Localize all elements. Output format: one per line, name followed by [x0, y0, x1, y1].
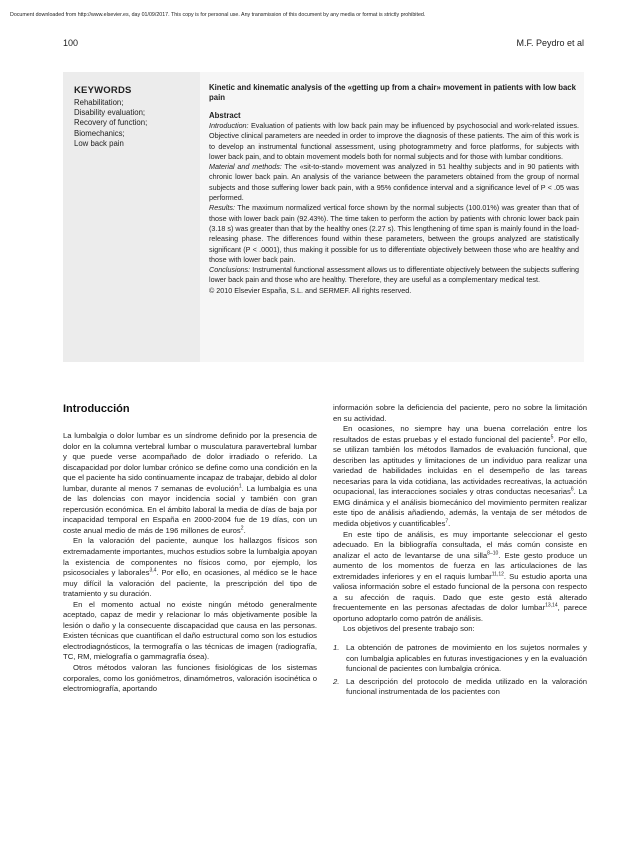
keywords-list — [74, 98, 200, 149]
paragraph — [63, 536, 317, 599]
citation: 7 — [445, 518, 449, 525]
paragraph — [333, 424, 587, 529]
list-item — [333, 643, 587, 675]
list-text: La descripción del protocolo de medida utilizado en la valoración funcional instrumentada de los pacientes con — [346, 676, 587, 697]
keyword-item: Recovery of function; — [74, 118, 148, 128]
keyword-item: Disability evaluation; — [74, 108, 146, 118]
right-column — [333, 403, 587, 698]
methods-label: Material and methods: — [209, 162, 282, 172]
keywords-title: KEYWORDS — [74, 85, 132, 96]
list-number: 1. — [333, 643, 340, 653]
results-label: Results: — [209, 203, 235, 213]
paragraph: información sobre la deficiencia del paciente, pero no sobre la limitación en su actividad. — [333, 403, 587, 423]
text-run: . Por ello, se utilizan también los métodos llamados de evaluación funcional, que describen las aptitudes y limitaciones de un individuo para realizar una variedad de habilidades incluidas en el desempeño de las tareas necesarias para la vida cotidiana, las actividades recreativas, la actuación ocupacional, las interacciones sociales y otras conductas necesarias — [333, 434, 587, 497]
page-number: 100 — [63, 38, 79, 48]
abstract-panel — [200, 72, 584, 362]
text-run: , parece oportuno adoptarlo como patrón de análisis. — [333, 603, 587, 623]
abstract-conclusions — [209, 265, 579, 286]
text-run: La lumbalgia o dolor lumbar es un síndrome definido por la presencia de dolor en la columna vertebral lumbar o musculatura paravertebral lumbar y que puede verse acompañado de dolor irradiado o referido. La discapacidad por dolor lumbar crónico se define como una condición en la que el paciente ha sido continuamente incapaz de trabajar, debido al dolor lumbar, durante al menos 7 semanas de evolución — [63, 431, 317, 493]
running-authors: M.F. Peydro et al — [516, 38, 584, 48]
paragraph — [333, 530, 587, 625]
citation: 6 — [570, 486, 574, 493]
conclusions-text: Instrumental functional assessment allows us to differentiate objectively between the subjects suffering lower back pain and those who are healthy. Therefore, they are useful as a complementary medical test. — [209, 265, 579, 285]
text-run: En la valoración del paciente, aunque los hallazgos físicos son extremadamente importantes, muchos estudios sobre la lumbalgia apoyan la existencia de componentes no físicos como, por ejemplo, los psicosociales y laborales — [63, 536, 317, 578]
citation: 3,4 — [149, 567, 157, 574]
left-column — [63, 403, 317, 695]
abstract-heading: Abstract — [209, 111, 241, 120]
citation: 11,12 — [491, 571, 504, 578]
text-run: . Por ello, en ocasiones, al médico se le hace muy difícil la valoración del paciente, la prescripción del tipo de tratamiento y su duración. — [63, 568, 317, 599]
paragraph — [63, 431, 317, 536]
text-run: . — [448, 519, 451, 529]
paragraph: En el momento actual no existe ningún método generalmente aceptado, capaz de medir y relacionar lo más objetivamente posible la lesión o daño y la consecuente discapacidad que causa en las personas. Existen técnicas que cuantifican el daño estructural como son los estudios electrodiagnósticos, la termografía o las técnicas de imagen (radiografía, TC, RM, mielografía o gammagrafía ósea). — [63, 599, 317, 662]
list-item — [333, 677, 587, 698]
list-number: 2. — [333, 676, 340, 686]
keyword-item: Low back pain — [74, 138, 124, 148]
citation: 8–10 — [487, 550, 499, 557]
citation: 2 — [240, 525, 244, 532]
introduction-text: Evaluation of patients with low back pain may be influenced by psychosocial and work-related issues. Objective clinical parameters are needed in order to improve the diagnosis of these patients. The aim of this work is to develop an instrumental functional assessment, using photogrammetry and force platforms, for subjects with lower back pain, and to obtain movement models both for normal subjects and for those with lumbar conditions. — [209, 121, 579, 161]
english-title: Kinetic and kinematic analysis of the «getting up from a chair» movement in patients with low back pain — [209, 83, 576, 102]
text-run: En ocasiones, no siempre hay una buena correlación entre los resultados de estas pruebas y el estado funcional del paciente — [333, 424, 587, 444]
download-notice: Document downloaded from http://www.elsevier.es, day 01/09/2017. This copy is for personal use. Any transmission of this document by any media or format is strictly prohibited. — [10, 12, 426, 18]
list-text: La obtención de patrones de movimiento en los sujetos normales y con lumbalgia aplicables en futuras investigaciones y en la evaluación funcional de pacientes con lumbalgia crónica. — [346, 643, 587, 674]
section-title: Introducción — [63, 403, 130, 415]
citation: 13,14 — [545, 602, 558, 609]
citation: 5 — [550, 434, 554, 441]
abstract-box — [63, 72, 584, 362]
text-run: En este tipo de análisis, es muy importante seleccionar el gesto adecuado. En la bibliografía consultada, el más común consiste en analizar el acto de levantarse de una silla — [333, 529, 587, 560]
paragraph: Los objetivos del presente trabajo son: — [343, 624, 475, 634]
objectives-list — [333, 643, 587, 698]
conclusions-label: Conclusions: — [209, 265, 251, 275]
results-text: The maximum normalized vertical force shown by the normal subjects (100.01%) was greater than that of those with lower back pain (92.43%). The time taken to perform the action by patients with chronic lower back pain (3.18 s) was greater than that by the healthy ones (2.27 s). This lengthening of time span is mainly found in the load-releasing phase. The differences found within these parameters, between the groups analyzed are statistically significant (P < .0001), thus making it possible for us to differentiate objectively between those who are healthy and those with lower back pain. — [209, 203, 579, 264]
keyword-item: Biomechanics; — [74, 128, 125, 138]
paragraph: Otros métodos valoran las funciones fisiológicas de los sistemas corporales, como los goniómetros, dinamómetros, valoración isocinética o electromiografía, aportando — [63, 663, 317, 694]
copyright-line: © 2010 Elsevier España, S.L. and SERMEF. All rights reserved. — [209, 285, 412, 295]
introduction-label: Introduction: — [209, 121, 249, 130]
abstract-introduction — [209, 121, 579, 162]
abstract-methods — [209, 162, 579, 203]
text-run: . Su estudio aporta una valiosa información sobre el estado funcional de la persona con respecto a su afección de raquis. Dado que este gesto está alterado frecuentemente en las personas afectadas de dolor lumbar — [333, 571, 587, 613]
abstract-results — [209, 203, 579, 265]
keyword-item: Rehabilitation; — [74, 98, 124, 107]
text-run: . Este gesto produce un aumento de los momentos de fuerza en las articulaciones de las extremidades inferiores y en el raquis lumbar — [333, 550, 588, 581]
methods-text: The «sit-to-stand» movement was analyzed in 51 healthy subjects and in 90 patients with chronic lower back pain. An analysis of the variance between the parameters obtained from the group of normal subjects and those suffering lower back pain, with a 95% confidence interval and a significance level of P < .05 was performed. — [209, 162, 579, 203]
text-run: . La lumbalgia es una de las dolencias con mayor incidencia social y también con gran repercusión económica. En el ámbito laboral la media de días de baja por incapacidad temporal en España en 2000-2004 fue de 19 días, con un coste anual medio de más de 196 millones de euros — [63, 483, 317, 535]
keywords-panel — [63, 72, 200, 362]
citation: 1 — [238, 483, 242, 490]
text-run: . La EMG dinámica y el análisis biomecánico del movimiento permiten realizar este tipo de análisis añadiendo, además, la ventaja de ser métodos de medida objetivos y cuantificables — [333, 487, 588, 529]
text-run: . — [243, 525, 246, 535]
